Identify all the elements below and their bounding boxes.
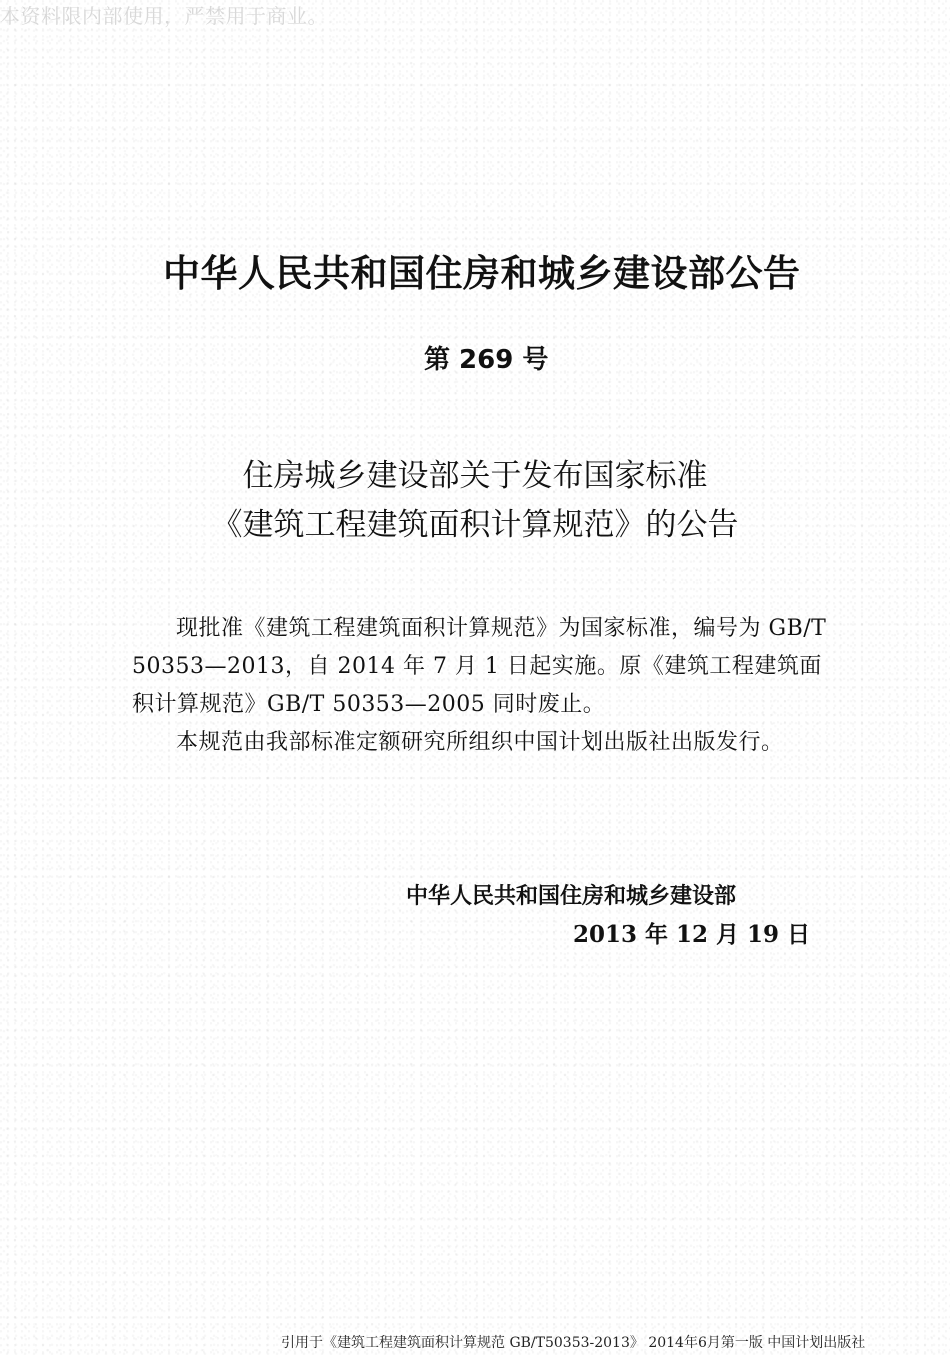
body-paragraph-publication: 本规范由我部标准定额研究所组织中国计划出版社出版发行。 [176,730,784,755]
announcement-title: 中华人民共和国住房和城乡建设部公告 [163,252,801,295]
announcement-date: 2013 年 12 月 19 日 [573,921,811,948]
subtitle-line-2: 《建筑工程建筑面积计算规范》的公告 [211,507,739,543]
announcement-subtitle [190,452,760,550]
body-paragraph-approval: 现批准《建筑工程建筑面积计算规范》为国家标准，编号为 GB/T 50353—2013，自 2014 年 7 月 1 日起实施。原《建筑工程建筑面积计算规范》GB/T 50353—2005 同时废止。 [132,616,827,717]
subtitle-line-1: 住房城乡建设部关于发布国家标准 [242,458,708,494]
source-citation: 引用于《建筑工程建筑面积计算规范 GB/T50353-2013》 2014年6月第一版 中国计划出版社 [281,1335,866,1351]
issuer-signature: 中华人民共和国住房和城乡建设部 [406,884,737,909]
watermark-text: 本资料限内部使用，严禁用于商业。 [0,4,328,28]
announcement-body [132,610,837,762]
announcement-number: 第 269 号 [424,345,549,375]
